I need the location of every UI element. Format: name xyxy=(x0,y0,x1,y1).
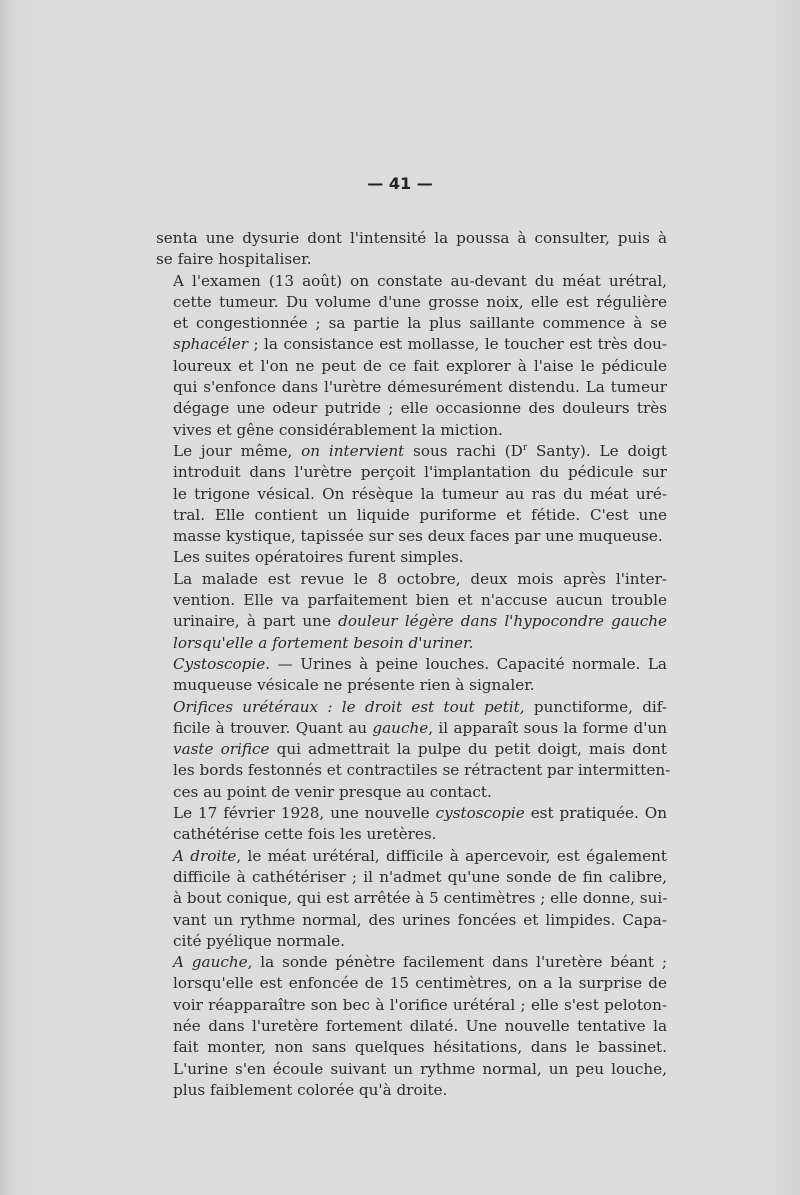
text-line: les bords festonnés et contractiles se rétractent par intermitten- xyxy=(173,761,671,780)
paragraph xyxy=(156,952,667,1101)
text-fragment: Santy). Le doigt xyxy=(527,441,667,460)
text-line xyxy=(156,739,667,760)
text-line: se faire hospitaliser. xyxy=(156,250,312,269)
paragraph xyxy=(156,803,667,846)
text-line: voir réapparaître son bec à l'orifice urétéral ; elle s'est peloton- xyxy=(173,995,667,1014)
text-line: cathétérise cette fois les uretères. xyxy=(173,825,437,844)
text-line: masse kystique, tapissée sur ses deux faces par une muqueuse. xyxy=(173,527,663,546)
text-line: senta une dysurie dont l'intensité la poussa à consulter, puis à xyxy=(156,229,667,247)
text-fragment: — Urines à peine louches. Capacité normale. La xyxy=(270,654,667,673)
text-line: loureux et l'on ne peut de ce fait explorer à l'aise le pédicule xyxy=(173,356,667,375)
text-line xyxy=(156,633,667,654)
text-line xyxy=(156,697,667,718)
body-text xyxy=(156,228,671,1101)
paragraph xyxy=(156,547,667,568)
paragraph xyxy=(156,569,667,654)
text-line xyxy=(156,441,667,462)
italic-term: cystoscopie xyxy=(435,804,525,823)
paragraph xyxy=(156,846,667,952)
paragraph xyxy=(156,271,667,441)
text-fragment: urinaire, à part une xyxy=(173,612,339,631)
italic-term: A gauche xyxy=(173,953,248,972)
italic-term: Orifices urétéraux : le droit est tout petit, xyxy=(173,697,525,716)
page-number: — 41 — xyxy=(367,174,433,193)
text-line: plus faiblement colorée qu'à droite. xyxy=(173,1080,448,1099)
text-fragment: est pratiquée. On xyxy=(524,804,667,823)
italic-term: A droite xyxy=(173,846,237,865)
text-line: dégage une odeur putride ; elle occasionne des douleurs très xyxy=(173,399,667,418)
text-fragment: qui admettrait la pulpe du petit doigt, mais dont xyxy=(269,740,667,759)
text-fragment: ficile à trouver. Quant au xyxy=(173,718,373,737)
text-fragment: , il apparaît sous la forme d'un xyxy=(428,718,667,737)
text-line: fait monter, non sans quelques hésitations, dans le bassinet. xyxy=(173,1038,667,1057)
text-line: vention. Elle va parfaitement bien et n'accuse aucun trouble xyxy=(173,591,667,610)
text-line: La malade est revue le 8 octobre, deux mois après l'inter- xyxy=(173,569,667,588)
text-line xyxy=(156,611,667,632)
text-fragment: punctiforme, dif- xyxy=(524,697,667,716)
text-fragment: ; la consistance est mollasse, le toucher est très dou- xyxy=(247,335,667,354)
italic-term: douleur légère dans l'hypocondre gauche xyxy=(338,612,667,631)
text-line: lorsqu'elle est enfoncée de 15 centimètres, on a la surprise de xyxy=(173,974,667,993)
text-line: difficile à cathétériser ; il n'admet qu'une sonde de fin calibre, xyxy=(173,867,667,886)
superscript: r xyxy=(522,442,528,453)
text-line: qui s'enfonce dans l'urètre démesurément distendu. La tumeur xyxy=(173,378,667,397)
text-line xyxy=(156,334,667,355)
text-line: cette tumeur. Du volume d'une grosse noix, elle est régulière xyxy=(173,292,667,311)
text-line: et congestionnée ; sa partie la plus saillante commence à se xyxy=(173,314,667,333)
text-line: ces au point de venir presque au contact. xyxy=(173,782,492,801)
text-line: Les suites opératoires furent simples. xyxy=(173,548,464,567)
text-fragment: , le méat urétéral, difficile à apercevoir, est également xyxy=(236,846,667,865)
text-line xyxy=(156,654,667,675)
text-line: introduit dans l'urètre perçoit l'implantation du pédicule sur xyxy=(173,463,667,482)
text-line: le trigone vésical. On résèque la tumeur au ras du méat uré- xyxy=(173,484,667,503)
italic-term: sphacéler xyxy=(173,335,248,354)
text-line: L'urine s'en écoule suivant un rythme normal, un peu louche, xyxy=(173,1059,667,1078)
paragraph xyxy=(156,228,667,271)
text-line: vant un rythme normal, des urines foncées et limpides. Capa- xyxy=(173,910,667,929)
text-line: muqueuse vésicale ne présente rien à signaler. xyxy=(173,676,535,695)
text-line: à bout conique, qui est arrêtée à 5 centimètres ; elle donne, sui- xyxy=(173,889,668,908)
italic-term: lorsqu'elle a fortement besoin d'uriner. xyxy=(173,633,474,652)
paragraph xyxy=(156,654,667,697)
italic-term: vaste orifice xyxy=(173,740,270,759)
text-fragment: Le 17 février 1928, une nouvelle xyxy=(173,804,436,823)
text-line: née dans l'uretère fortement dilaté. Une nouvelle tentative la xyxy=(173,1016,667,1035)
text-line: vives et gêne considérablement la miction. xyxy=(173,420,503,439)
text-line: A l'examen (13 août) on constate au-devant du méat urétral, xyxy=(173,271,667,290)
text-fragment: sous rachi (D xyxy=(404,441,523,460)
text-line xyxy=(156,952,667,973)
text-fragment: Le jour même, xyxy=(173,441,302,460)
text-fragment: , la sonde pénètre facilement dans l'uretère béant ; xyxy=(247,953,667,972)
paragraph xyxy=(156,441,667,547)
italic-term: on intervient xyxy=(301,441,405,460)
text-line xyxy=(156,718,667,739)
text-line xyxy=(156,803,667,824)
text-line xyxy=(156,846,667,867)
paragraph xyxy=(156,697,671,803)
italic-term: gauche xyxy=(372,718,429,737)
text-line: cité pyélique normale. xyxy=(173,931,345,950)
text-line: tral. Elle contient un liquide puriforme et fétide. C'est une xyxy=(173,505,667,524)
italic-term: Cystoscopie. xyxy=(173,654,271,673)
